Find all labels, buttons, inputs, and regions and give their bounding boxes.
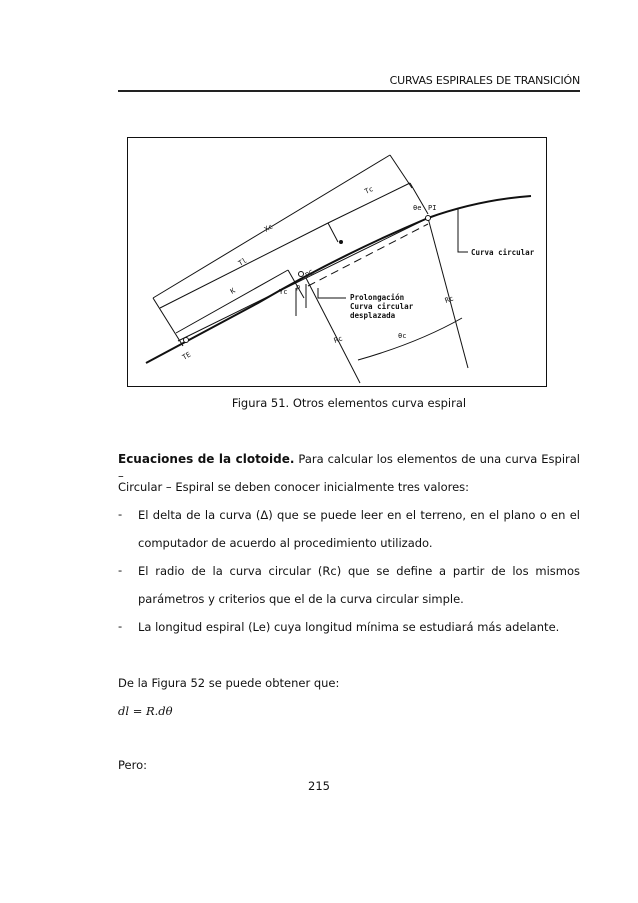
page-header: CURVAS ESPIRALES DE TRANSICIÓN bbox=[389, 74, 580, 87]
section-heading: Ecuaciones de la clotoide. bbox=[118, 452, 295, 466]
label-pc: PC bbox=[304, 268, 316, 280]
bullet-marker: - bbox=[118, 507, 123, 521]
label-prolongacion-1: Prolongación bbox=[350, 293, 405, 302]
paragraph-3: Pero: bbox=[118, 758, 147, 772]
spiral-curve-diagram bbox=[128, 138, 546, 386]
radius-right bbox=[428, 218, 468, 368]
bullet-marker: - bbox=[118, 563, 123, 577]
figure-51 bbox=[127, 137, 547, 387]
angle-arc bbox=[358, 318, 462, 360]
paragraph-2: De la Figura 52 se puede obtener que: bbox=[118, 676, 340, 690]
label-theta-c: θc bbox=[398, 332, 407, 340]
label-theta-e-top: θe bbox=[413, 204, 422, 212]
label-yc: Yc bbox=[279, 288, 288, 296]
label-pi: PI bbox=[428, 204, 437, 212]
figure-caption: Figura 51. Otros elementos curva espiral bbox=[231, 396, 467, 410]
intro-line-1-rest: Para calcular los elementos de una curva Espiral – bbox=[118, 452, 580, 483]
bullet-marker: - bbox=[118, 619, 123, 633]
bullet-text: El radio de la curva circular (Rc) que se define a partir de los mismos parámetros y criterios que el de la curva circular simple. bbox=[138, 564, 580, 606]
label-tl: Tl bbox=[237, 256, 249, 268]
dim-k bbox=[176, 270, 288, 333]
label-rc-right: Rc bbox=[443, 294, 455, 305]
label-xc: Xc bbox=[263, 222, 275, 234]
label-prolongacion-3: desplazada bbox=[350, 311, 396, 320]
label-rc-left: Rc bbox=[332, 334, 344, 345]
formula: dl = R.dθ bbox=[118, 704, 173, 718]
header-rule bbox=[118, 90, 580, 92]
label-p: p bbox=[296, 283, 301, 291]
label-curva-circular: Curva circular bbox=[471, 248, 535, 257]
label-k: K bbox=[229, 286, 237, 296]
label-prolongacion-2: Curva circular bbox=[350, 302, 414, 311]
bullet-text: El delta de la curva (Δ) que se puede leer en el terreno, en el plano o en el computador de acuerdo al procedimiento utilizado. bbox=[138, 508, 580, 550]
intro-line-2: Circular – Espiral se deben conocer inicialmente tres valores: bbox=[118, 480, 470, 494]
displaced-curve bbox=[308, 224, 428, 286]
label-tc: Tc bbox=[363, 184, 375, 196]
label-te: TE bbox=[181, 350, 193, 362]
page-number: 215 bbox=[308, 779, 330, 793]
bullet-text: La longitud espiral (Le) cuya longitud mínima se estudiará más adelante. bbox=[138, 620, 560, 634]
